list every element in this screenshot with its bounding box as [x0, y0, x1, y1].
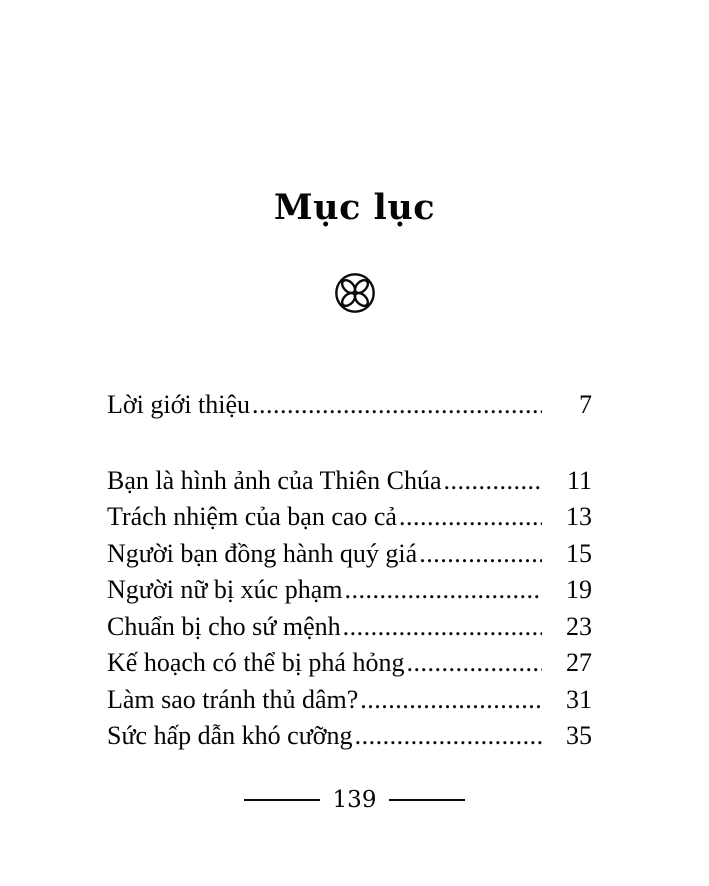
toc-row	[107, 645, 592, 682]
toc-entry-label: Người nữ bị xúc phạm	[107, 575, 343, 604]
toc-entry-page: 31	[566, 684, 592, 714]
footer-right-rule	[389, 799, 465, 801]
toc-entry-page: 27	[566, 648, 592, 677]
toc-row	[107, 718, 592, 755]
flower-ornament-icon	[332, 270, 378, 321]
toc-entry-label: Bạn là hình ảnh của Thiên Chúa	[107, 465, 442, 495]
toc-entry-page: 35	[566, 721, 592, 750]
dot-leader	[358, 682, 542, 719]
toc-entry-label: Lời giới thiệu	[107, 390, 251, 419]
toc-row	[107, 572, 592, 609]
dot-leader	[397, 499, 542, 536]
toc-entry-page: 13	[566, 502, 592, 531]
toc-entry-label: Trách nhiệm của bạn cao cả	[107, 502, 397, 531]
dot-leader	[417, 536, 542, 573]
page-footer	[0, 786, 709, 814]
toc-row	[107, 609, 592, 646]
footer-left-rule	[244, 799, 320, 801]
toc-entry-label: Chuẩn bị cho sứ mệnh	[107, 611, 341, 641]
toc-entry-page: 7	[579, 390, 592, 419]
toc-row	[107, 463, 592, 500]
toc-entry-page: 11	[566, 465, 592, 495]
dot-leader	[342, 572, 542, 609]
dot-leader	[250, 387, 542, 424]
toc-row	[107, 682, 592, 719]
toc-row	[107, 499, 592, 536]
toc-entry-label: Sức hấp dẫn khó cưỡng	[107, 721, 353, 750]
dot-leader	[353, 718, 542, 755]
toc-entry-page: 19	[566, 575, 592, 604]
toc-entry-page: 15	[566, 538, 592, 568]
toc-entry-label: Người bạn đồng hành quý giá	[107, 538, 418, 568]
toc-chapter-group	[107, 463, 592, 755]
toc-entry-page: 23	[566, 611, 592, 641]
dot-leader	[341, 609, 542, 646]
dot-leader	[404, 645, 542, 682]
toc-row-intro	[107, 387, 592, 424]
toc-row	[107, 536, 592, 573]
page-title: Mục lục	[273, 187, 436, 229]
dot-leader	[442, 463, 542, 500]
toc-entry-label: Làm sao tránh thủ dâm?	[107, 684, 359, 714]
folio-page-number: 139	[332, 787, 377, 813]
toc-entry-label: Kế hoạch có thể bị phá hỏng	[107, 648, 405, 677]
table-of-contents	[107, 387, 592, 755]
